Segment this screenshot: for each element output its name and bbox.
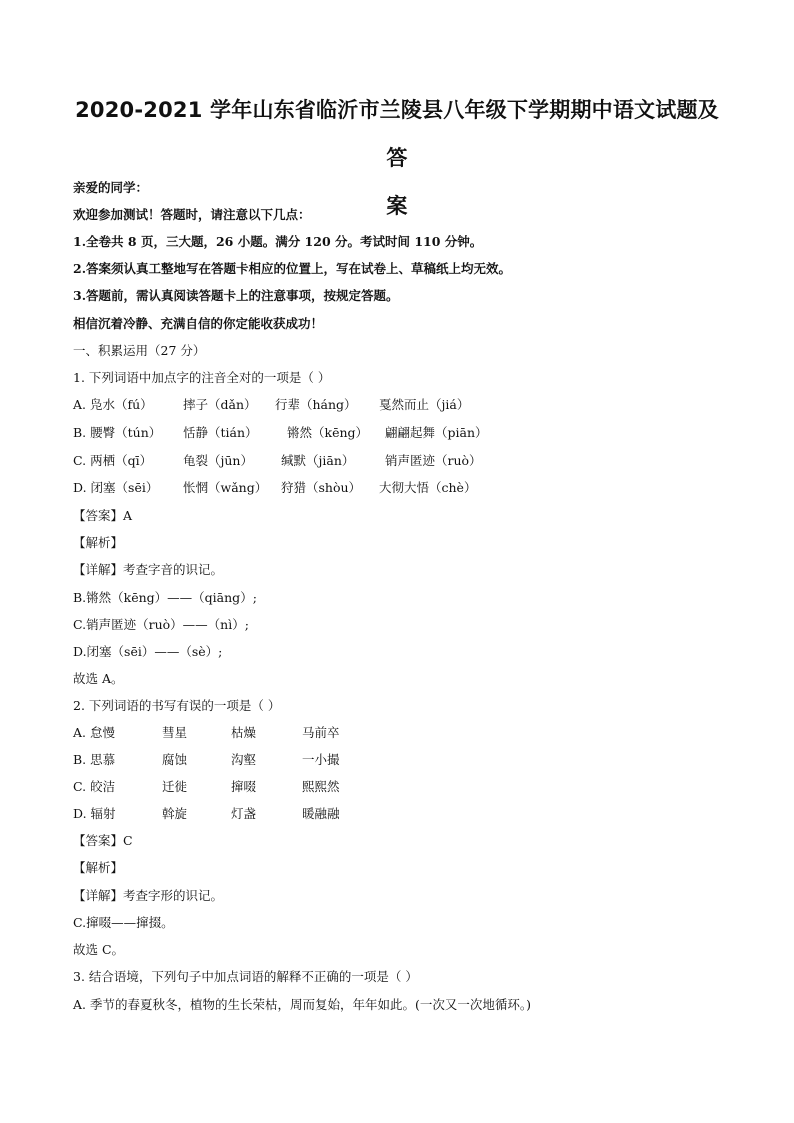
q2-b-3: 沟壑: [231, 752, 257, 767]
q1-c-2: 龟裂（jūn）: [183, 453, 253, 468]
q1-detail: 【详解】考查字音的识记。: [73, 562, 224, 577]
q1-d-1: D. 闭塞（sēi）: [73, 480, 159, 495]
q2-d-2: 斡旋: [162, 806, 188, 821]
q1-answer: 【答案】A: [73, 508, 133, 523]
q1-b-2: 恬静（tián）: [183, 425, 258, 440]
q2-conclusion: 故选 C。: [73, 942, 125, 957]
q2-c-3: 撺啜: [231, 779, 257, 794]
q3-option-a: A. 季节的春夏秋冬，植物的生长荣枯，周而复始，年年如此。(一次又一次地循环。): [73, 997, 531, 1012]
closing-text: 相信沉着冷静、充满自信的你定能收获成功！: [73, 316, 324, 331]
q1-d-4: 大彻大悟（chè）: [379, 480, 477, 495]
q1-conclusion: 故选 A。: [73, 671, 124, 686]
q1-a-2: 摔子（dǎn）: [183, 397, 257, 412]
q1-note-d: D.闭塞（sēi）——（sè）;: [73, 644, 223, 659]
q2-b-4: 一小撮: [302, 752, 340, 767]
q1-a-1: A. 凫水（fú）: [73, 397, 153, 412]
q1-b-4: 翩翩起舞（piān）: [385, 425, 488, 440]
q1-d-3: 狩猎（shòu）: [281, 480, 362, 495]
q2-d-3: 灯盏: [231, 806, 257, 821]
q2-answer: 【答案】C: [73, 833, 133, 848]
q3-stem: 3. 结合语境，下列句子中加点词语的解释不正确的一项是（ ）: [73, 969, 418, 984]
q2-c-2: 迁徙: [162, 779, 188, 794]
title-line-2: 案: [386, 194, 408, 218]
q2-c-4: 熙熙然: [302, 779, 340, 794]
rule-2: 2.答案须认真工整地写在答题卡相应的位置上，写在试卷上、草稿纸上均无效。: [73, 261, 512, 276]
q1-note-c: C.销声匿迹（ruò）——（nì）;: [73, 617, 249, 632]
q2-a-4: 马前卒: [302, 725, 340, 740]
q2-stem: 2. 下列词语的书写有误的一项是（ ）: [73, 698, 281, 713]
title-line-1: 2020-2021 学年山东省临沂市兰陵县八年级下学期期中语文试题及答: [75, 98, 719, 170]
greeting: 亲爱的同学：: [73, 180, 149, 195]
section-heading: 一、积累运用（27 分）: [73, 343, 206, 358]
q2-analysis: 【解析】: [73, 860, 124, 875]
q2-b-1: B. 思慕: [73, 752, 116, 767]
q1-analysis: 【解析】: [73, 535, 124, 550]
q2-a-3: 枯燥: [231, 725, 257, 740]
rule-3: 3.答题前，需认真阅读答题卡上的注意事项，按规定答题。: [73, 288, 399, 303]
q2-d-4: 暖融融: [302, 806, 340, 821]
q1-stem: 1. 下列词语中加点字的注音全对的一项是（ ）: [73, 370, 331, 385]
q2-a-1: A. 怠慢: [73, 725, 115, 740]
welcome-text: 欢迎参加测试！答题时，请注意以下几点：: [73, 207, 311, 222]
q1-c-4: 销声匿迹（ruò）: [385, 453, 482, 468]
q1-c-1: C. 两栖（qī）: [73, 453, 153, 468]
q1-note-b: B.锵然（kēng）——（qiāng）;: [73, 590, 257, 605]
q2-d-1: D. 辐射: [73, 806, 116, 821]
q1-c-3: 缄默（jiān）: [281, 453, 355, 468]
q1-b-1: B. 腰臀（tún）: [73, 425, 162, 440]
q2-a-2: 彗星: [162, 725, 188, 740]
q2-detail: 【详解】考查字形的识记。: [73, 888, 224, 903]
q2-c-1: C. 皎洁: [73, 779, 116, 794]
q1-b-3: 锵然（kēng）: [287, 425, 369, 440]
q1-a-4: 戛然而止（jiá）: [379, 397, 470, 412]
rule-1: 1.全卷共 8 页，三大题，26 小题。满分 120 分。考试时间 110 分钟。: [73, 234, 483, 249]
q1-a-3: 行辈（háng）: [275, 397, 357, 412]
q1-d-2: 怅惘（wǎng）: [183, 480, 268, 495]
q2-note-c: C.撺啜——撺掇。: [73, 915, 174, 930]
q2-b-2: 腐蚀: [162, 752, 188, 767]
